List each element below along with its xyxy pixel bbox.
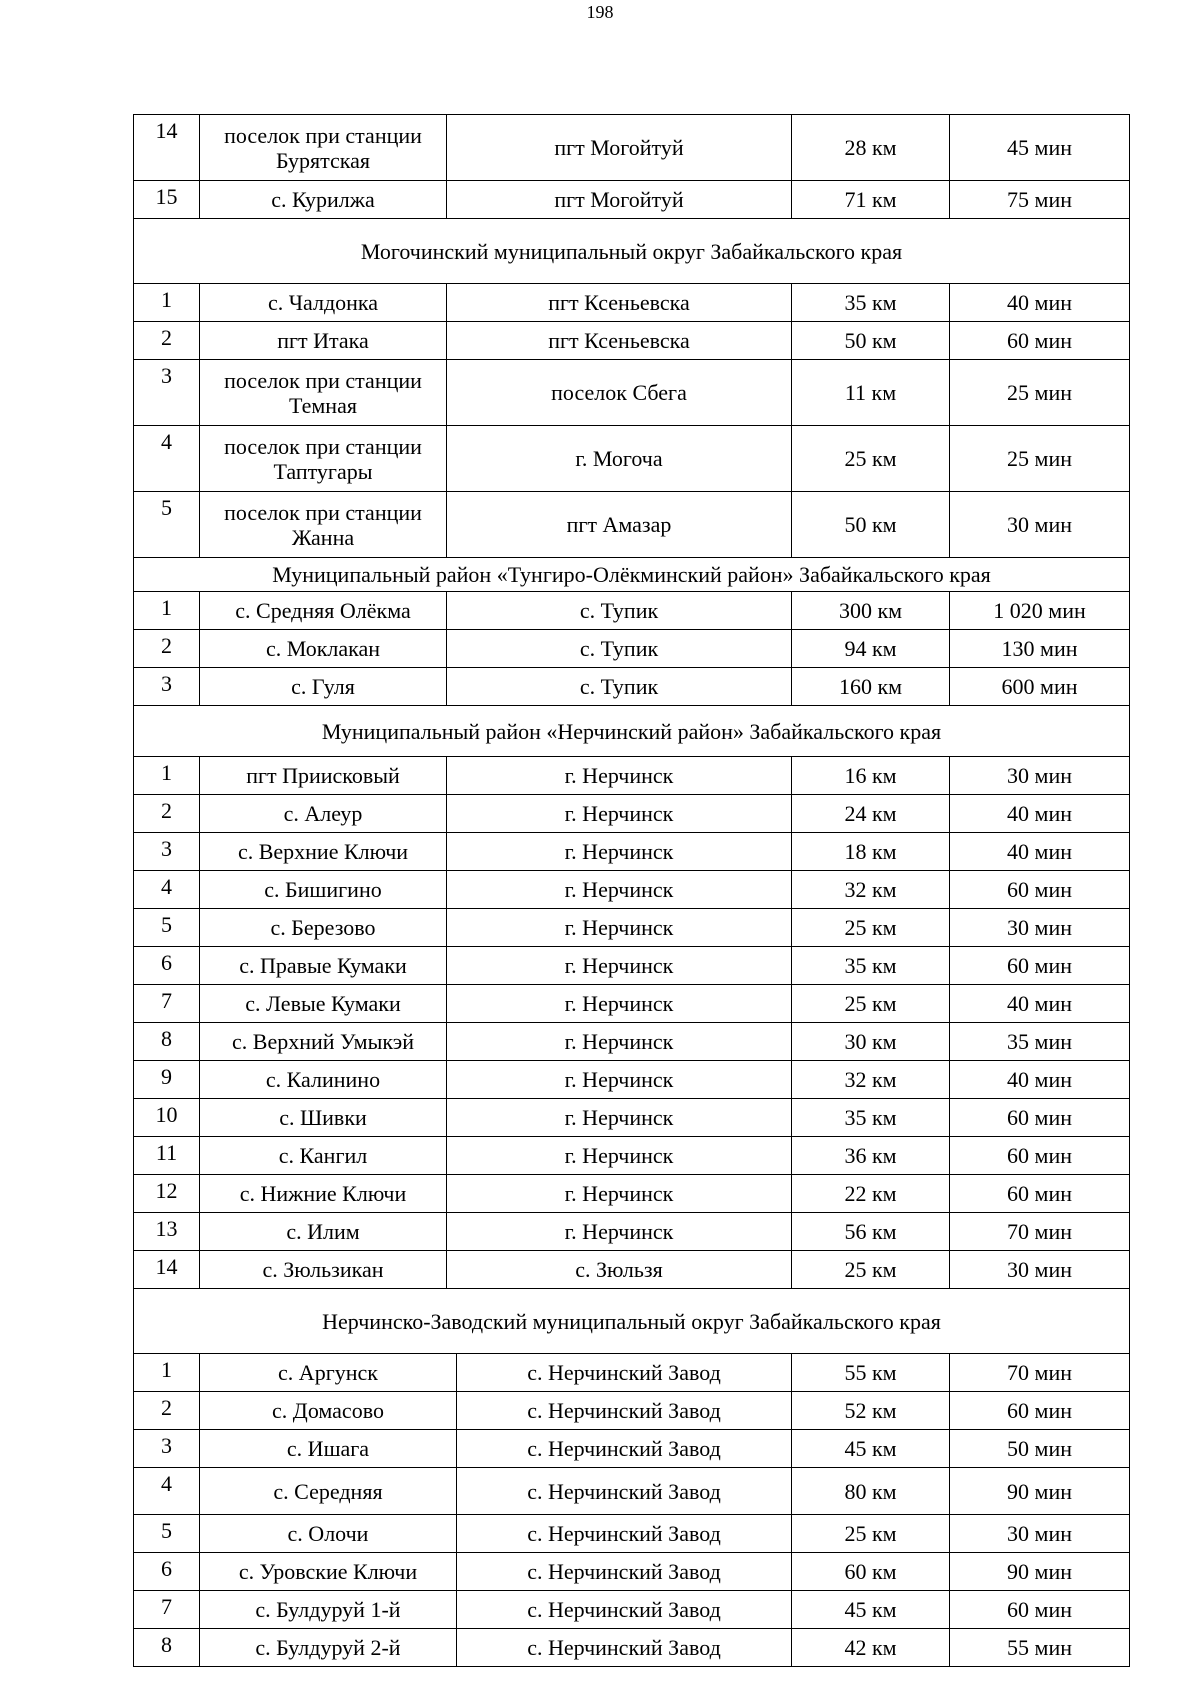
table-row <box>134 322 1130 360</box>
travel-time-cell: 45 мин <box>950 115 1130 181</box>
destination-cell: с. Нерчинский Завод <box>457 1515 792 1553</box>
travel-time-cell: 30 мин <box>950 492 1130 558</box>
row-number-cell: 4 <box>134 1468 200 1515</box>
settlement-cell: с. Моклакан <box>200 630 447 668</box>
destination-cell: г. Нерчинск <box>447 985 792 1023</box>
distance-cell: 160 км <box>792 668 950 706</box>
distance-cell: 45 км <box>792 1591 950 1629</box>
settlement-cell: с. Верхние Ключи <box>200 833 447 871</box>
settlement-cell: с. Булдуруй 2-й <box>200 1629 457 1667</box>
settlement-cell: с. Олочи <box>200 1515 457 1553</box>
table-row <box>134 1099 1130 1137</box>
settlement-cell: с. Середняя <box>200 1468 457 1515</box>
destination-cell: с. Нерчинский Завод <box>457 1591 792 1629</box>
travel-time-cell: 40 мин <box>950 284 1130 322</box>
settlement-cell: с. Домасово <box>200 1392 457 1430</box>
destination-cell: пгт Ксеньевска <box>447 322 792 360</box>
settlement-cell: с. Зюльзикан <box>200 1251 447 1289</box>
table-row <box>134 1354 1130 1392</box>
distance-cell: 32 км <box>792 1061 950 1099</box>
table-row <box>134 181 1130 219</box>
travel-time-cell: 600 мин <box>950 668 1130 706</box>
settlement-cell: с. Правые Кумаки <box>200 947 447 985</box>
destination-cell: г. Нерчинск <box>447 1213 792 1251</box>
table-row <box>134 592 1130 630</box>
row-number-cell: 8 <box>134 1023 200 1061</box>
distance-cell: 35 км <box>792 947 950 985</box>
table-row <box>134 1553 1130 1591</box>
distance-cell: 30 км <box>792 1023 950 1061</box>
travel-time-cell: 75 мин <box>950 181 1130 219</box>
row-number-cell: 2 <box>134 795 200 833</box>
distance-cell: 80 км <box>792 1468 950 1515</box>
destination-cell: с. Нерчинский Завод <box>457 1354 792 1392</box>
distance-cell: 42 км <box>792 1629 950 1667</box>
row-number-cell: 4 <box>134 871 200 909</box>
destination-cell: г. Нерчинск <box>447 1175 792 1213</box>
settlement-cell: с. Бишигино <box>200 871 447 909</box>
destination-cell: с. Нерчинский Завод <box>457 1392 792 1430</box>
destination-cell: с. Нерчинский Завод <box>457 1468 792 1515</box>
table-row <box>134 833 1130 871</box>
travel-time-cell: 35 мин <box>950 1023 1130 1061</box>
row-number-cell: 6 <box>134 1553 200 1591</box>
travel-time-cell: 60 мин <box>950 947 1130 985</box>
row-number-cell: 7 <box>134 985 200 1023</box>
travel-time-cell: 60 мин <box>950 871 1130 909</box>
table-row <box>134 1137 1130 1175</box>
travel-time-cell: 30 мин <box>950 909 1130 947</box>
row-number-cell: 9 <box>134 1061 200 1099</box>
distance-cell: 36 км <box>792 1137 950 1175</box>
travel-time-cell: 60 мин <box>950 322 1130 360</box>
table-row <box>134 492 1130 558</box>
row-number-cell: 1 <box>134 757 200 795</box>
settlement-cell: поселок при станции Темная <box>200 360 447 426</box>
row-number-cell: 1 <box>134 1354 200 1392</box>
settlement-cell: с. Аргунск <box>200 1354 457 1392</box>
row-number-cell: 3 <box>134 360 200 426</box>
section-header-row <box>134 706 1130 757</box>
distance-cell: 300 км <box>792 592 950 630</box>
table-row <box>134 1468 1130 1515</box>
row-number-cell: 1 <box>134 284 200 322</box>
section-title: Нерчинско-Заводский муниципальный округ Забайкальского края <box>134 1289 1130 1354</box>
travel-time-cell: 40 мин <box>950 795 1130 833</box>
distance-cell: 25 км <box>792 985 950 1023</box>
row-number-cell: 15 <box>134 181 200 219</box>
destination-cell: с. Нерчинский Завод <box>457 1430 792 1468</box>
destination-cell: г. Нерчинск <box>447 757 792 795</box>
distance-cell: 56 км <box>792 1213 950 1251</box>
travel-time-cell: 70 мин <box>950 1354 1130 1392</box>
destination-cell: с. Тупик <box>447 630 792 668</box>
destination-cell: г. Могоча <box>447 426 792 492</box>
settlement-cell: с. Верхний Умыкэй <box>200 1023 447 1061</box>
settlement-cell: с. Калинино <box>200 1061 447 1099</box>
table-row <box>134 630 1130 668</box>
distance-cell: 18 км <box>792 833 950 871</box>
table-row <box>134 1251 1130 1289</box>
row-number-cell: 5 <box>134 492 200 558</box>
row-number-cell: 14 <box>134 115 200 181</box>
settlement-cell: с. Нижние Ключи <box>200 1175 447 1213</box>
table-row <box>134 1430 1130 1468</box>
settlement-cell: поселок при станции Таптугары <box>200 426 447 492</box>
table-row <box>134 1213 1130 1251</box>
distance-cell: 24 км <box>792 795 950 833</box>
row-number-cell: 2 <box>134 1392 200 1430</box>
distance-cell: 94 км <box>792 630 950 668</box>
row-number-cell: 6 <box>134 947 200 985</box>
row-number-cell: 11 <box>134 1137 200 1175</box>
row-number-cell: 2 <box>134 322 200 360</box>
travel-time-cell: 40 мин <box>950 833 1130 871</box>
travel-time-cell: 60 мин <box>950 1591 1130 1629</box>
distance-cell: 22 км <box>792 1175 950 1213</box>
table-row <box>134 1591 1130 1629</box>
travel-time-cell: 60 мин <box>950 1175 1130 1213</box>
distance-cell: 16 км <box>792 757 950 795</box>
table-row <box>134 115 1130 181</box>
distance-cell: 25 км <box>792 909 950 947</box>
table-row <box>134 1629 1130 1667</box>
travel-time-cell: 60 мин <box>950 1099 1130 1137</box>
table-row <box>134 360 1130 426</box>
travel-time-cell: 50 мин <box>950 1430 1130 1468</box>
destination-cell: г. Нерчинск <box>447 833 792 871</box>
settlement-cell: с. Курилжа <box>200 181 447 219</box>
destination-cell: г. Нерчинск <box>447 1137 792 1175</box>
distance-cell: 50 км <box>792 492 950 558</box>
travel-time-cell: 40 мин <box>950 1061 1130 1099</box>
row-number-cell: 2 <box>134 630 200 668</box>
section-title: Могочинский муниципальный округ Забайкальского края <box>134 219 1130 284</box>
settlement-cell: с. Чалдонка <box>200 284 447 322</box>
table-row <box>134 757 1130 795</box>
destination-cell: г. Нерчинск <box>447 871 792 909</box>
settlement-cell: с. Березово <box>200 909 447 947</box>
section-header-row <box>134 219 1130 284</box>
distance-cell: 28 км <box>792 115 950 181</box>
settlement-cell: с. Алеур <box>200 795 447 833</box>
destination-cell: с. Нерчинский Завод <box>457 1629 792 1667</box>
travel-time-cell: 60 мин <box>950 1392 1130 1430</box>
distance-cell: 25 км <box>792 1251 950 1289</box>
travel-time-cell: 40 мин <box>950 985 1130 1023</box>
settlement-cell: с. Булдуруй 1-й <box>200 1591 457 1629</box>
distance-cell: 60 км <box>792 1553 950 1591</box>
row-number-cell: 7 <box>134 1591 200 1629</box>
distance-cell: 52 км <box>792 1392 950 1430</box>
destination-cell: г. Нерчинск <box>447 1061 792 1099</box>
distance-cell: 71 км <box>792 181 950 219</box>
travel-time-cell: 70 мин <box>950 1213 1130 1251</box>
distance-cell: 45 км <box>792 1430 950 1468</box>
row-number-cell: 14 <box>134 1251 200 1289</box>
table-row <box>134 1515 1130 1553</box>
table-row <box>134 1061 1130 1099</box>
table-row <box>134 284 1130 322</box>
section-header-row <box>134 558 1130 592</box>
travel-time-cell: 30 мин <box>950 1251 1130 1289</box>
row-number-cell: 3 <box>134 833 200 871</box>
page-number: 198 <box>586 2 614 22</box>
table-row <box>134 947 1130 985</box>
destination-cell: пгт Ксеньевска <box>447 284 792 322</box>
table-row <box>134 909 1130 947</box>
distance-cell: 32 км <box>792 871 950 909</box>
table-row <box>134 426 1130 492</box>
destination-cell: поселок Сбега <box>447 360 792 426</box>
destination-cell: с. Зюльзя <box>447 1251 792 1289</box>
travel-time-cell: 90 мин <box>950 1468 1130 1515</box>
table-row <box>134 795 1130 833</box>
row-number-cell: 3 <box>134 668 200 706</box>
settlement-cell: с. Гуля <box>200 668 447 706</box>
section-title: Муниципальный район «Нерчинский район» Забайкальского края <box>134 706 1130 757</box>
row-number-cell: 5 <box>134 909 200 947</box>
distance-cell: 11 км <box>792 360 950 426</box>
row-number-cell: 1 <box>134 592 200 630</box>
settlement-cell: с. Уровские Ключи <box>200 1553 457 1591</box>
settlement-cell: с. Кангил <box>200 1137 447 1175</box>
row-number-cell: 10 <box>134 1099 200 1137</box>
travel-time-cell: 90 мин <box>950 1553 1130 1591</box>
destination-cell: г. Нерчинск <box>447 947 792 985</box>
table-row <box>134 871 1130 909</box>
table-row <box>134 1023 1130 1061</box>
destination-cell: г. Нерчинск <box>447 1099 792 1137</box>
row-number-cell: 8 <box>134 1629 200 1667</box>
distance-cell: 50 км <box>792 322 950 360</box>
settlement-cell: пгт Приисковый <box>200 757 447 795</box>
destination-cell: с. Тупик <box>447 592 792 630</box>
row-number-cell: 3 <box>134 1430 200 1468</box>
travel-time-cell: 1 020 мин <box>950 592 1130 630</box>
settlement-cell: с. Ишага <box>200 1430 457 1468</box>
table-row <box>134 985 1130 1023</box>
settlement-cell: с. Средняя Олёкма <box>200 592 447 630</box>
destination-cell: с. Тупик <box>447 668 792 706</box>
destination-cell: пгт Могойтуй <box>447 181 792 219</box>
section-title: Муниципальный район «Тунгиро-Олёкминский район» Забайкальского края <box>134 558 1130 592</box>
row-number-cell: 13 <box>134 1213 200 1251</box>
distance-cell: 25 км <box>792 1515 950 1553</box>
settlement-cell: с. Левые Кумаки <box>200 985 447 1023</box>
destination-cell: пгт Амазар <box>447 492 792 558</box>
row-number-cell: 5 <box>134 1515 200 1553</box>
travel-time-cell: 25 мин <box>950 360 1130 426</box>
destination-cell: г. Нерчинск <box>447 795 792 833</box>
table-row <box>134 1175 1130 1213</box>
destination-cell: г. Нерчинск <box>447 1023 792 1061</box>
settlement-cell: поселок при станции Жанна <box>200 492 447 558</box>
section-header-row <box>134 1289 1130 1354</box>
distance-cell: 25 км <box>792 426 950 492</box>
destination-cell: пгт Могойтуй <box>447 115 792 181</box>
distance-cell: 35 км <box>792 284 950 322</box>
settlement-cell: пгт Итака <box>200 322 447 360</box>
travel-time-cell: 25 мин <box>950 426 1130 492</box>
table-row <box>134 1392 1130 1430</box>
row-number-cell: 12 <box>134 1175 200 1213</box>
destination-cell: г. Нерчинск <box>447 909 792 947</box>
settlement-cell: поселок при станции Бурятская <box>200 115 447 181</box>
table-row <box>134 668 1130 706</box>
row-number-cell: 4 <box>134 426 200 492</box>
travel-time-cell: 30 мин <box>950 757 1130 795</box>
settlement-cell: с. Илим <box>200 1213 447 1251</box>
distance-cell: 55 км <box>792 1354 950 1392</box>
settlement-cell: с. Шивки <box>200 1099 447 1137</box>
distance-cell: 35 км <box>792 1099 950 1137</box>
travel-time-cell: 55 мин <box>950 1629 1130 1667</box>
travel-time-cell: 60 мин <box>950 1137 1130 1175</box>
settlements-table <box>133 114 1130 1667</box>
travel-time-cell: 130 мин <box>950 630 1130 668</box>
destination-cell: с. Нерчинский Завод <box>457 1553 792 1591</box>
travel-time-cell: 30 мин <box>950 1515 1130 1553</box>
